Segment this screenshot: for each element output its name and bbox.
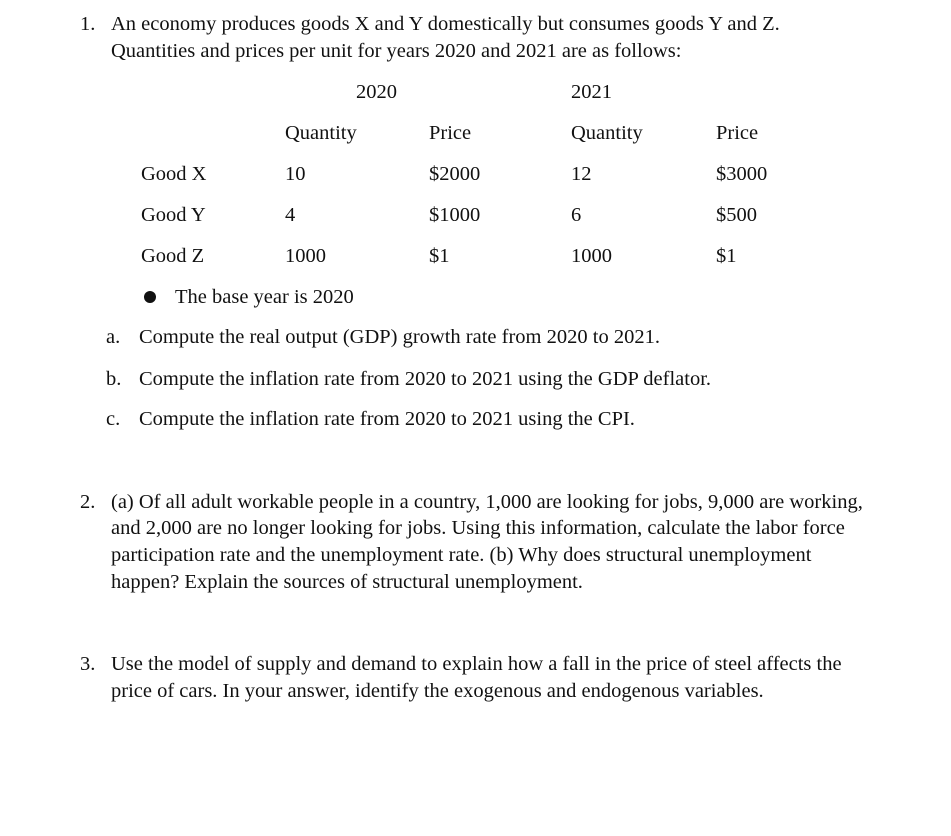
question-1-line-1: An economy produces goods X and Y domestically but consumes goods Y and Z. bbox=[111, 13, 780, 35]
part-c-marker: c. bbox=[106, 408, 121, 430]
question-2-number: 2. bbox=[80, 491, 96, 513]
cell-good-z-quantity-2021: 1000 bbox=[571, 245, 612, 267]
question-2-line-4: happen? Explain the sources of structural unemployment. bbox=[111, 571, 583, 593]
question-1-line-2: Quantities and prices per unit for years 2020 and 2021 are as follows: bbox=[111, 40, 682, 62]
cell-good-y-price-2021: $500 bbox=[716, 204, 757, 226]
row-label-good-x: Good X bbox=[141, 163, 207, 185]
column-header-price-2021: Price bbox=[716, 122, 759, 144]
column-header-quantity-2021: Quantity bbox=[571, 122, 643, 144]
cell-good-z-price-2021: $1 bbox=[716, 245, 737, 267]
column-header-quantity-2020: Quantity bbox=[285, 122, 357, 144]
cell-good-y-price-2020: $1000 bbox=[429, 204, 481, 226]
cell-good-x-quantity-2021: 12 bbox=[571, 163, 592, 185]
column-header-price-2020: Price bbox=[429, 122, 472, 144]
cell-good-x-price-2021: $3000 bbox=[716, 163, 768, 185]
part-c-text: Compute the inflation rate from 2020 to 2021 using the CPI. bbox=[139, 408, 635, 430]
row-label-good-y: Good Y bbox=[141, 204, 206, 226]
cell-good-z-quantity-2020: 1000 bbox=[285, 245, 326, 267]
cell-good-y-quantity-2020: 4 bbox=[285, 204, 296, 226]
part-b-text: Compute the inflation rate from 2020 to 2021 using the GDP deflator. bbox=[139, 368, 712, 390]
bullet-dot-icon bbox=[144, 291, 156, 303]
question-2-line-2: and 2,000 are no longer looking for jobs. Using this information, calculate the labor force bbox=[111, 517, 845, 539]
year-header-2020: 2020 bbox=[356, 81, 397, 103]
cell-good-x-price-2020: $2000 bbox=[429, 163, 481, 185]
row-label-good-z: Good Z bbox=[141, 245, 205, 267]
cell-good-x-quantity-2020: 10 bbox=[285, 163, 306, 185]
question-3-line-1: Use the model of supply and demand to explain how a fall in the price of steel affects the bbox=[111, 653, 842, 675]
base-year-note: The base year is 2020 bbox=[175, 286, 354, 308]
question-1-number: 1. bbox=[80, 13, 96, 35]
year-header-2021: 2021 bbox=[571, 81, 612, 103]
cell-good-z-price-2020: $1 bbox=[429, 245, 450, 267]
question-2-line-1: (a) Of all adult workable people in a country, 1,000 are looking for jobs, 9,000 are working, bbox=[111, 491, 863, 513]
part-b-marker: b. bbox=[106, 368, 122, 390]
part-a-marker: a. bbox=[106, 326, 121, 348]
part-a-text: Compute the real output (GDP) growth rate from 2020 to 2021. bbox=[139, 326, 660, 348]
question-3-line-2: price of cars. In your answer, identify the exogenous and endogenous variables. bbox=[111, 680, 764, 702]
cell-good-y-quantity-2021: 6 bbox=[571, 204, 582, 226]
question-2-line-3: participation rate and the unemployment rate. (b) Why does structural unemployment bbox=[111, 544, 812, 566]
question-3-number: 3. bbox=[80, 653, 96, 675]
